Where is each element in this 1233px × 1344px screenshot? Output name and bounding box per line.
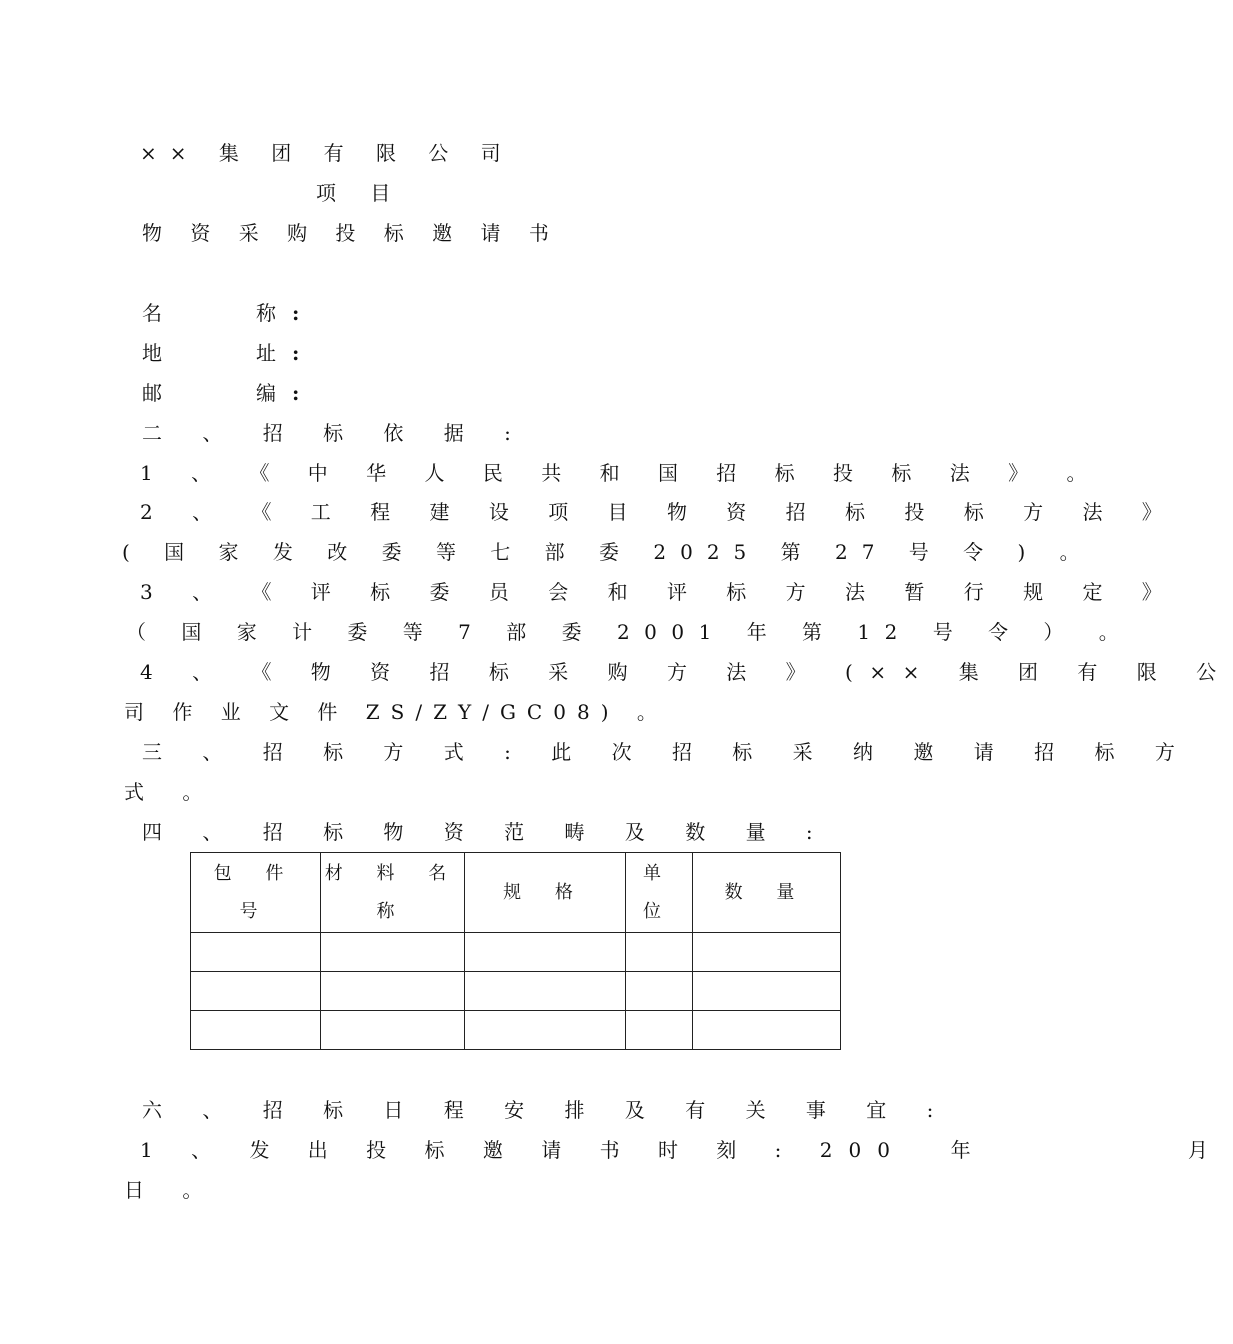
basis-item-3-line2: （ 国 家 计 委 等 7 部 委 2001 年 第 12 号 令 ） 。	[126, 620, 1134, 644]
postcode-colon: :	[292, 381, 300, 405]
header-unit	[626, 853, 693, 933]
name-label-b: 称	[256, 301, 276, 325]
schedule-item-1-line1: 1 、 发 出 投 标 邀 请 书 时 刻 : 200 年 月	[140, 1138, 1224, 1162]
table-row	[191, 933, 841, 972]
company-name: ×× 集 团 有 限 公 司	[140, 141, 514, 165]
header-material-name	[321, 853, 465, 933]
basis-item-4-line1: 4 、 《 物 资 招 标 采 购 方 法 》 (×× 集 团 有 限 公	[140, 660, 1233, 684]
header-unit-text: 单 位	[643, 862, 675, 922]
table-cell	[191, 1011, 321, 1050]
schedule-item-1-line2: 日 。	[124, 1178, 219, 1202]
basis-item-1: 1 、 《 中 华 人 民 共 和 国 招 标 投 标 法 》 。	[140, 461, 1103, 485]
table-cell	[321, 933, 465, 972]
header-package-no-text: 包 件 号	[213, 862, 298, 922]
basis-item-2-line2: ( 国 家 发 改 委 等 七 部 委 2025 第 27 号 令 ) 。	[122, 540, 1094, 564]
section3-line1: 三 、 招 标 方 式 : 此 次 招 标 采 纳 邀 请 招 标 方	[142, 740, 1192, 764]
table-cell	[626, 972, 693, 1011]
address-label-a: 地	[142, 341, 162, 365]
table-cell	[626, 933, 693, 972]
header-spec-text: 规 格	[503, 881, 587, 903]
table-cell	[465, 933, 626, 972]
table-cell	[191, 933, 321, 972]
header-package-no	[191, 853, 321, 933]
address-colon: :	[292, 341, 300, 365]
table-row	[191, 1011, 841, 1050]
postcode-label-b: 编	[256, 381, 276, 405]
header-spec	[465, 853, 626, 933]
header-quantity-text: 数 量	[724, 881, 809, 903]
table-cell	[321, 972, 465, 1011]
table-cell	[693, 933, 841, 972]
table-header-row	[191, 853, 841, 933]
postcode-label-a: 邮	[142, 381, 162, 405]
table-cell	[465, 1011, 626, 1050]
header-quantity	[693, 853, 841, 933]
table-cell	[191, 972, 321, 1011]
section4-heading: 四 、 招 标 物 资 范 畴 及 数 量 :	[142, 820, 830, 844]
header-material-name-text: 材 料 名 称	[324, 862, 461, 922]
project-label: 项 目	[316, 181, 405, 205]
basis-item-2-line1: 2 、 《 工 程 建 设 项 目 物 资 招 标 投 标 方 法 》	[140, 500, 1179, 524]
table-cell	[693, 1011, 841, 1050]
section3-line2: 式 。	[124, 780, 219, 804]
name-label-a: 名	[142, 301, 162, 325]
section2-heading: 二 、 招 标 依 据 :	[142, 421, 528, 445]
table-cell	[693, 972, 841, 1011]
materials-table	[190, 852, 841, 1050]
document-title: 物 资 采 购 投 标 邀 请 书	[142, 221, 560, 245]
table-row	[191, 972, 841, 1011]
basis-item-4-line2: 司 作 业 文 件 ZS/ZY/GC08) 。	[124, 700, 668, 724]
name-colon: :	[292, 301, 300, 325]
address-label-b: 址	[256, 341, 276, 365]
table-cell	[321, 1011, 465, 1050]
table-cell	[626, 1011, 693, 1050]
basis-item-3-line1: 3 、 《 评 标 委 员 会 和 评 标 方 法 暂 行 规 定 》	[140, 580, 1179, 604]
section6-heading: 六 、 招 标 日 程 安 排 及 有 关 事 宜 :	[142, 1098, 951, 1122]
table-cell	[465, 972, 626, 1011]
